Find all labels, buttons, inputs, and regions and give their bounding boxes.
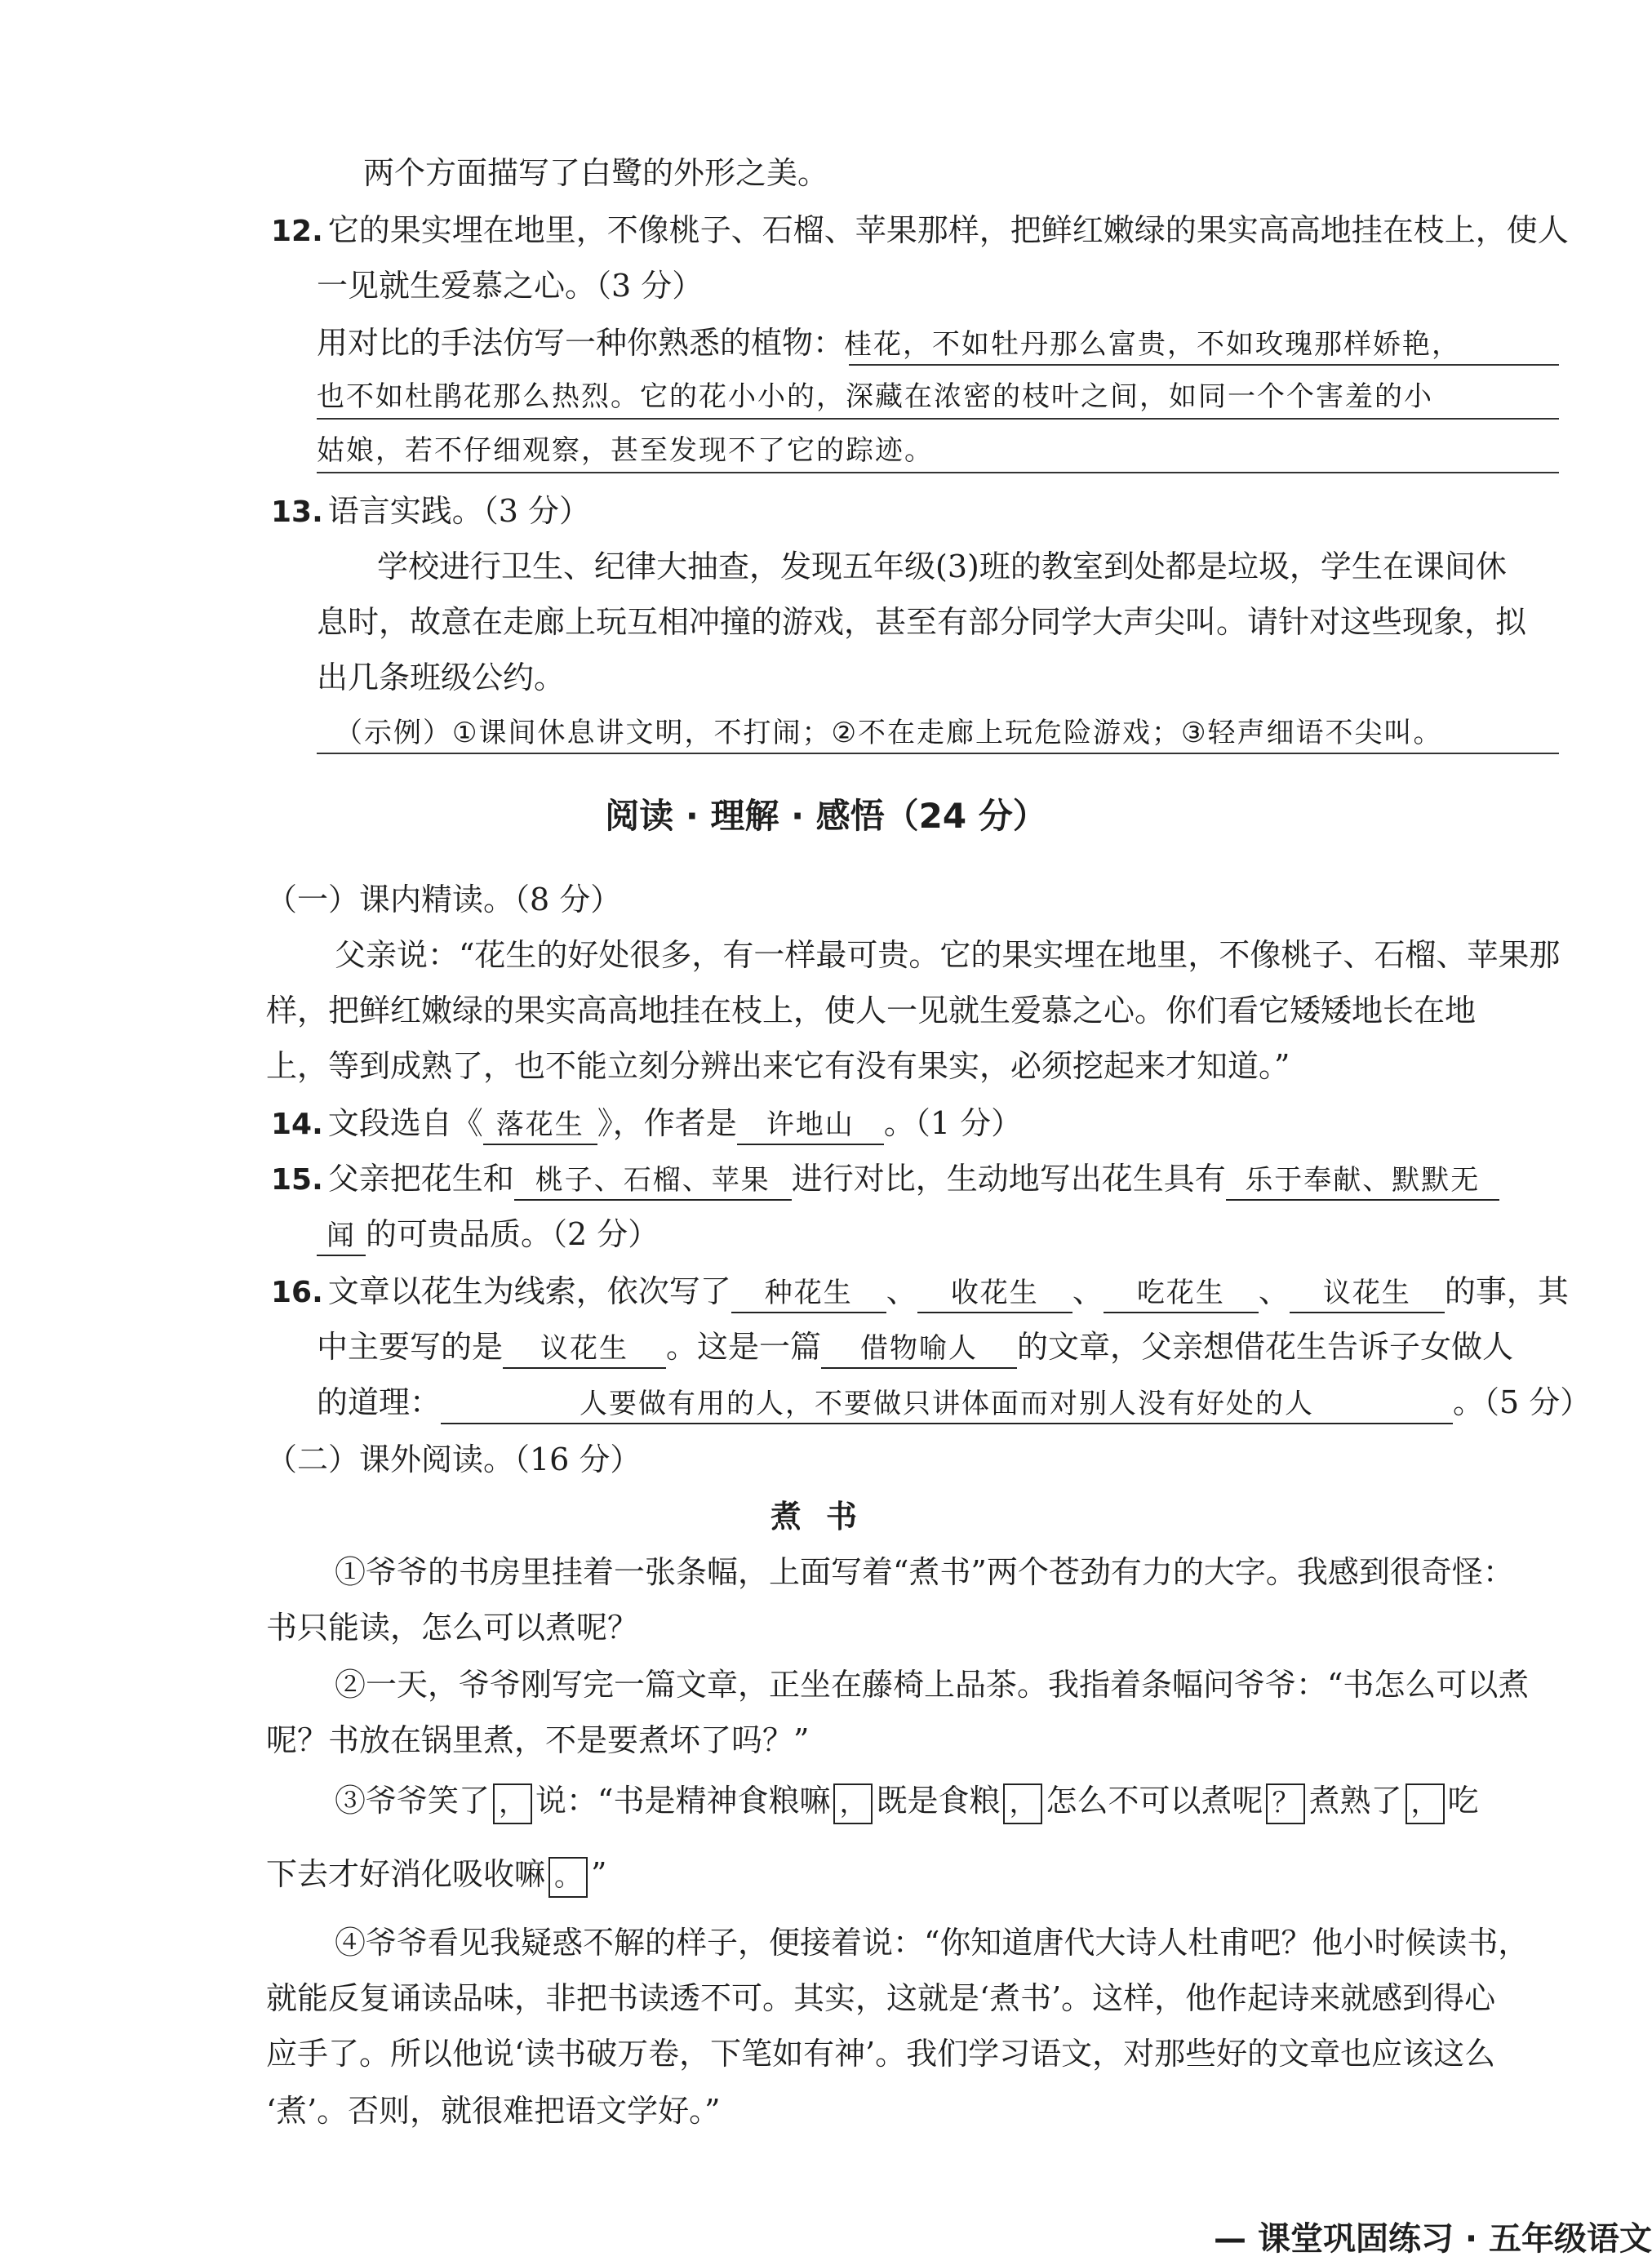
answer-blank: 议花生 bbox=[1290, 1274, 1445, 1313]
article-para-4d: ‘煮’。否则，就很难把语文学好。” bbox=[266, 2093, 721, 2129]
question-15 bbox=[271, 1157, 1499, 1202]
answer-blank: 吃花生 bbox=[1104, 1274, 1259, 1313]
article-text: 说：“书是精神食粮嘛 bbox=[535, 1783, 831, 1819]
question-13-para-1: 学校进行卫生、纪律大抽查，发现五年级(3)班的教室到处都是垃圾，学生在课间休 bbox=[377, 549, 1507, 584]
answer-line-2: 也不如杜鹃花那么热烈。它的花小小的，深藏在浓密的枝叶之间，如同一个个害羞的小 bbox=[317, 380, 1433, 413]
question-12-prompt bbox=[317, 322, 1461, 366]
article-text: 煮熟了 bbox=[1308, 1783, 1402, 1819]
answer-underline bbox=[317, 753, 1559, 754]
question-text: 的可贵品质。（2 分） bbox=[366, 1216, 659, 1252]
section-title: 阅读 · 理解 · 感悟（24 分） bbox=[605, 796, 1047, 836]
article-para-2a: ②一天，爷爷刚写完一篇文章，正坐在藤椅上品茶。我指着条幅问爷爷：“书怎么可以煮 bbox=[335, 1667, 1530, 1703]
question-12 bbox=[271, 209, 1569, 253]
question-16 bbox=[271, 1270, 1569, 1314]
question-text: 语言实践。（3 分） bbox=[327, 493, 591, 529]
separator: 、 bbox=[1258, 1273, 1290, 1309]
question-number: 15. bbox=[271, 1163, 323, 1197]
question-number: 12. bbox=[271, 215, 323, 248]
article-text: 怎么不可以煮呢 bbox=[1046, 1783, 1263, 1819]
question-number: 13. bbox=[271, 495, 323, 529]
page-footer: — 课堂巩固练习 · 五年级语文 bbox=[1214, 2220, 1652, 2258]
question-number: 16. bbox=[271, 1276, 323, 1309]
question-13-answer: （示例）①课间休息讲文明，不打闹；②不在走廊上玩危险游戏；③轻声细语不尖叫。 bbox=[335, 717, 1443, 749]
question-text: 》，作者是 bbox=[597, 1105, 737, 1141]
question-16-line2 bbox=[317, 1326, 1513, 1369]
question-text: 的文章，父亲想借花生告诉子女做人 bbox=[1017, 1329, 1514, 1365]
punctuation-box[interactable]: ， bbox=[1406, 1783, 1445, 1824]
answer-blank: 桃子、石榴、苹果 bbox=[514, 1162, 792, 1201]
punctuation-box[interactable]: ？ bbox=[1266, 1783, 1305, 1824]
answer-underline bbox=[849, 364, 1559, 366]
answer-blank: 议花生 bbox=[503, 1330, 666, 1369]
question-12-line2: 一见就生爱慕之心。（3 分） bbox=[317, 268, 704, 304]
question-text: 的道理： bbox=[317, 1384, 442, 1420]
question-16-line3 bbox=[317, 1381, 1591, 1424]
article-para-4b: 就能反复诵读品味，非把书读透不可。其实，这就是‘煮书’。这样，他作起诗来就感到得心 bbox=[266, 1980, 1496, 2016]
question-text: 的事，其 bbox=[1444, 1273, 1569, 1309]
article-para-3a bbox=[335, 1779, 1479, 1824]
article-para-1b: 书只能读，怎么可以煮呢？ bbox=[266, 1610, 639, 1646]
q11-tail: 两个方面描写了白鹭的外形之美。 bbox=[363, 155, 829, 191]
article-para-3b bbox=[266, 1853, 606, 1898]
answer-text: 桂花，不如牡丹那么富贵，不如玫瑰那样娇艳， bbox=[844, 328, 1462, 361]
question-13-para-3: 出几条班级公约。 bbox=[317, 660, 566, 695]
article-text: 既是食粮 bbox=[876, 1783, 1001, 1819]
answer-blank: 闻 bbox=[317, 1217, 366, 1256]
question-text: 进行对比，生动地写出花生具有 bbox=[791, 1161, 1226, 1197]
part-1-para-2: 样，把鲜红嫩绿的果实高高地挂在枝上，使人一见就生爱慕之心。你们看它矮矮地长在地 bbox=[266, 993, 1477, 1028]
article-para-4a: ④爷爷看见我疑惑不解的样子，便接着说：“你知道唐代大诗人杜甫吧？他小时候读书， bbox=[335, 1925, 1530, 1961]
answer-line-3: 姑娘，若不仔细观察，甚至发现不了它的踪迹。 bbox=[317, 434, 934, 467]
punctuation-box[interactable]: ， bbox=[493, 1783, 532, 1824]
answer-underline bbox=[317, 472, 1559, 473]
question-text: 它的果实埋在地里，不像桃子、石榴、苹果那样，把鲜红嫩绿的果实高高地挂在枝上，使人 bbox=[327, 212, 1569, 248]
question-14 bbox=[271, 1102, 1022, 1146]
question-text: 。（1 分） bbox=[883, 1105, 1023, 1141]
answer-blank: 种花生 bbox=[731, 1274, 886, 1313]
part-2-title: （二）课外阅读。（16 分） bbox=[266, 1441, 642, 1477]
answer-blank: 落花生 bbox=[483, 1106, 597, 1145]
punctuation-box[interactable]: ， bbox=[1003, 1783, 1042, 1824]
answer-blank: 许地山 bbox=[737, 1106, 884, 1145]
article-text: ” bbox=[591, 1856, 607, 1892]
article-text: 吃 bbox=[1447, 1783, 1479, 1819]
answer-blank: 收花生 bbox=[917, 1274, 1072, 1313]
article-title: 煮书 bbox=[770, 1499, 882, 1535]
answer-blank: 人要做有用的人，不要做只讲体面而对别人没有好处的人 bbox=[441, 1385, 1453, 1424]
separator: 、 bbox=[1072, 1273, 1104, 1309]
article-text: 下去才好消化吸收嘛 bbox=[266, 1856, 546, 1892]
answer-blank: 借物喻人 bbox=[821, 1330, 1017, 1369]
article-para-4c: 应手了。所以他说‘读书破万卷，下笔如有神’。我们学习语文，对那些好的文章也应该这么 bbox=[266, 2036, 1496, 2072]
punctuation-box[interactable]: ， bbox=[833, 1783, 873, 1824]
article-text: ③爷爷笑了 bbox=[335, 1783, 491, 1819]
question-text: 。（5 分） bbox=[1453, 1384, 1592, 1420]
answer-blank: 乐于奉献、默默无 bbox=[1226, 1162, 1499, 1201]
question-text: 中主要写的是 bbox=[317, 1329, 504, 1365]
question-13 bbox=[271, 490, 590, 534]
question-15-line2 bbox=[317, 1213, 659, 1256]
question-number: 14. bbox=[271, 1108, 323, 1141]
part-1-para-3: 上，等到成熟了，也不能立刻分辨出来它有没有果实，必须挖起来才知道。” bbox=[266, 1048, 1290, 1084]
punctuation-box[interactable]: 。 bbox=[548, 1857, 588, 1898]
question-text: 文章以花生为线索，依次写了 bbox=[327, 1273, 731, 1309]
answer-underline bbox=[317, 418, 1559, 420]
article-para-2b: 呢？书放在锅里煮，不是要煮坏了吗？” bbox=[266, 1722, 810, 1758]
question-text: 。这是一篇 bbox=[666, 1329, 822, 1365]
question-text: 文段选自《 bbox=[327, 1105, 483, 1141]
part-1-para-1: 父亲说：“花生的好处很多，有一样最可贵。它的果实埋在地里，不像桃子、石榴、苹果那 bbox=[335, 937, 1561, 973]
separator: 、 bbox=[886, 1273, 917, 1309]
part-1-title: （一）课内精读。（8 分） bbox=[266, 882, 622, 917]
article-para-1a: ①爷爷的书房里挂着一张条幅，上面写着“煮书”两个苍劲有力的大字。我感到很奇怪： bbox=[335, 1554, 1514, 1590]
question-13-para-2: 息时，故意在走廊上玩互相冲撞的游戏，甚至有部分同学大声尖叫。请针对这些现象，拟 bbox=[317, 604, 1527, 640]
question-text: 父亲把花生和 bbox=[327, 1161, 514, 1197]
prompt-text: 用对比的手法仿写一种你熟悉的植物： bbox=[317, 325, 845, 361]
